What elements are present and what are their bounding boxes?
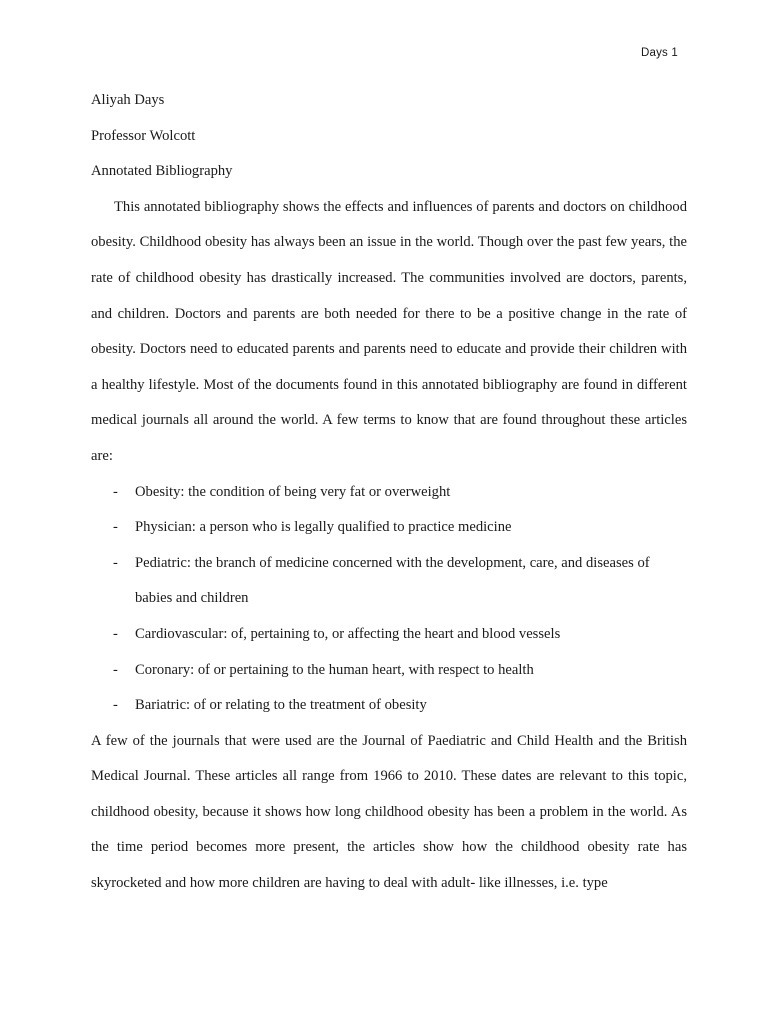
document-body [91, 83, 687, 902]
intro-paragraph: This annotated bibliography shows the effects and influences of parents and doctors on childhood obesity. Childhood obesity has always been an issue in the world. Though over the past few years, the rate of childhood obesity has drastically increased. The communities involved are doctors, parents, and children. Doctors and parents are both needed for there to be a positive change in the rate of obesity. Doctors need to educated parents and parents need to educate and provide their children with a healthy lifestyle. Most of the documents found in this annotated bibliography are found in different medical journals all around the world. A few terms to know that are found throughout these articles are: [91, 198, 687, 464]
list-dash: - [113, 661, 118, 678]
professor-name: Professor Wolcott [91, 127, 196, 144]
term-text: Pediatric: the branch of medicine concerned with the development, care, and diseases of babies and children [135, 554, 650, 607]
list-dash: - [113, 483, 118, 500]
term-item-coronary [91, 653, 687, 689]
term-item-pediatric [91, 546, 687, 617]
journals-paragraph: A few of the journals that were used are the Journal of Paediatric and Child Health and the British Medical Journal. These articles all range from 1966 to 2010. These dates are relevant to this topic, childhood obesity, because it shows how long childhood obesity has been a problem in the world. As the time period becomes more present, the articles show how the childhood obesity rate has skyrocketed and how more children are having to deal with adult- like illnesses, i.e. type [91, 732, 687, 892]
term-text: Physician: a person who is legally qualified to practice medicine [135, 519, 512, 536]
term-item-bariatric [91, 688, 687, 724]
term-text: Bariatric: of or relating to the treatment of obesity [135, 697, 427, 714]
term-item-obesity [91, 475, 687, 511]
author-name: Aliyah Days [91, 92, 165, 108]
term-item-physician [91, 510, 687, 546]
terms-list [91, 475, 687, 724]
term-text: Obesity: the condition of being very fat or overweight [135, 483, 451, 500]
running-head: Days 1 [641, 47, 678, 59]
list-dash: - [113, 519, 118, 536]
term-text: Coronary: of or pertaining to the human heart, with respect to health [135, 661, 534, 678]
list-dash: - [113, 625, 118, 642]
term-item-cardiovascular [91, 617, 687, 653]
list-dash: - [113, 697, 118, 714]
term-text: Cardiovascular: of, pertaining to, or affecting the heart and blood vessels [135, 625, 561, 642]
list-dash: - [113, 554, 118, 571]
document-title: Annotated Bibliography [91, 163, 233, 180]
